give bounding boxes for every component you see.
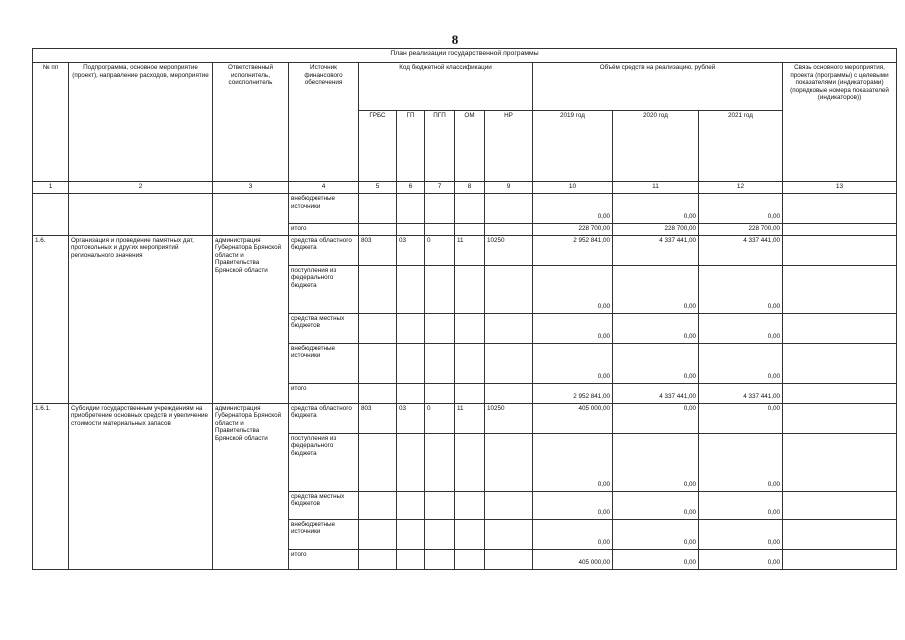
column-number: 1 xyxy=(33,182,69,194)
amount-2021: 4 337 441,00 xyxy=(699,235,783,265)
total-2020: 4 337 441,00 xyxy=(613,383,699,403)
column-number: 13 xyxy=(783,182,897,194)
item-program: Субсидии государственным учреждениям на приобретение основных средств и увеличение стоимости материальных запасов xyxy=(69,403,213,569)
total-2021: 0,00 xyxy=(699,549,783,569)
source-cell: итого xyxy=(289,383,359,403)
header-2021: 2021 год xyxy=(699,111,783,182)
amount-2020: 0,00 xyxy=(613,433,699,491)
amount-2020: 0,00 xyxy=(613,313,699,343)
code-om: 11 xyxy=(455,235,485,265)
amount-2020: 0,00 xyxy=(613,491,699,519)
plan-table-container xyxy=(32,48,889,585)
header-om: ОМ xyxy=(455,111,485,182)
code-gp: 03 xyxy=(397,403,425,433)
amount-2019: 405 000,00 xyxy=(533,403,613,433)
source-cell: средства местных бюджетов xyxy=(289,491,359,519)
source-cell: поступления из федерального бюджета xyxy=(289,433,359,491)
amount-2021: 0,00 xyxy=(699,343,783,383)
header-link: Связь основного мероприятия, проекта (программы) с целевыми показателями (индикаторами) (порядковые номера показателей (индикаторов)) xyxy=(783,63,897,182)
column-number: 11 xyxy=(613,182,699,194)
item-number: 1.6.1. xyxy=(33,403,69,569)
column-number: 2 xyxy=(69,182,213,194)
source-cell: внебюджетные источники xyxy=(289,519,359,549)
code-grbs: 803 xyxy=(359,235,397,265)
amount-2021: 0,00 xyxy=(699,313,783,343)
amount-2020: 0,00 xyxy=(613,265,699,313)
amount-2021: 0,00 xyxy=(699,491,783,519)
total-2019: 405 000,00 xyxy=(533,549,613,569)
amount-2019: 0,00 xyxy=(533,519,613,549)
source-cell: поступления из федерального бюджета xyxy=(289,265,359,313)
header-pgp: ПГП xyxy=(425,111,455,182)
amount-2020: 0,00 xyxy=(613,343,699,383)
source-cell: средства областного бюджета xyxy=(289,235,359,265)
column-number: 4 xyxy=(289,182,359,194)
header-2019: 2019 год xyxy=(533,111,613,182)
column-number: 5 xyxy=(359,182,397,194)
total-2020: 228 700,00 xyxy=(613,224,699,236)
total-2021: 4 337 441,00 xyxy=(699,383,783,403)
column-number-row xyxy=(33,182,897,194)
amount-2019: 0,00 xyxy=(533,313,613,343)
amount-2019: 2 952 841,00 xyxy=(533,235,613,265)
total-2021: 228 700,00 xyxy=(699,224,783,236)
table-row xyxy=(33,403,897,433)
source-cell: внебюджетные источники xyxy=(289,343,359,383)
code-om: 11 xyxy=(455,403,485,433)
code-pgp: 0 xyxy=(425,235,455,265)
source-cell: внебюджетные источники xyxy=(289,194,359,224)
total-2019: 2 952 841,00 xyxy=(533,383,613,403)
item-number: 1.6. xyxy=(33,235,69,403)
header-2020: 2020 год xyxy=(613,111,699,182)
amount-2021: 0,00 xyxy=(699,519,783,549)
code-grbs: 803 xyxy=(359,403,397,433)
source-cell: средства местных бюджетов xyxy=(289,313,359,343)
amount-2019: 0,00 xyxy=(533,265,613,313)
header-executor: Ответственный исполнитель, соисполнитель xyxy=(213,63,289,182)
amount-2020: 4 337 441,00 xyxy=(613,235,699,265)
column-number: 8 xyxy=(455,182,485,194)
amount-2019: 0,00 xyxy=(533,491,613,519)
total-2019: 228 700,00 xyxy=(533,224,613,236)
item-program: Организация и проведение памятных дат, протокольных и других мероприятий регионального значения xyxy=(69,235,213,403)
header-budget-code: Код бюджетной классификации xyxy=(359,63,533,111)
total-2020: 0,00 xyxy=(613,549,699,569)
amount-2021: 0,00 xyxy=(699,433,783,491)
page-number: 8 xyxy=(451,32,459,47)
amount-2020: 0,00 xyxy=(613,194,699,224)
amount-2021: 0,00 xyxy=(699,403,783,433)
column-number: 12 xyxy=(699,182,783,194)
amount-2019: 0,00 xyxy=(533,194,613,224)
source-cell: средства областного бюджета xyxy=(289,403,359,433)
code-pgp: 0 xyxy=(425,403,455,433)
header-program: Подпрограмма, основное мероприятие (проект), направление расходов, мероприятие xyxy=(69,63,213,182)
code-gp: 03 xyxy=(397,235,425,265)
header-gp: ГП xyxy=(397,111,425,182)
header-np: НР xyxy=(485,111,533,182)
amount-2021: 0,00 xyxy=(699,194,783,224)
table-row xyxy=(33,194,897,224)
amount-2021: 0,00 xyxy=(699,265,783,313)
code-np: 10250 xyxy=(485,403,533,433)
source-cell: итого xyxy=(289,224,359,236)
amount-2020: 0,00 xyxy=(613,403,699,433)
column-number: 6 xyxy=(397,182,425,194)
header-volume: Объём средств на реализацию, рублей xyxy=(533,63,783,111)
source-cell: итого xyxy=(289,549,359,569)
code-np: 10250 xyxy=(485,235,533,265)
table-caption: План реализации государственной программы xyxy=(33,49,897,63)
item-executor: администрация Губернатора Брянской области и Правительства Брянской области xyxy=(213,235,289,403)
amount-2019: 0,00 xyxy=(533,343,613,383)
column-number: 9 xyxy=(485,182,533,194)
header-source: Источник финансового обеспечения xyxy=(289,63,359,182)
header-grbs: ГРБС xyxy=(359,111,397,182)
amount-2019: 0,00 xyxy=(533,433,613,491)
plan-table xyxy=(32,48,897,570)
header-num: № пп xyxy=(33,63,69,182)
column-number: 10 xyxy=(533,182,613,194)
amount-2020: 0,00 xyxy=(613,519,699,549)
table-row xyxy=(33,235,897,265)
column-number: 7 xyxy=(425,182,455,194)
column-number: 3 xyxy=(213,182,289,194)
item-executor: администрация Губернатора Брянской области и Правительства Брянской области xyxy=(213,403,289,569)
